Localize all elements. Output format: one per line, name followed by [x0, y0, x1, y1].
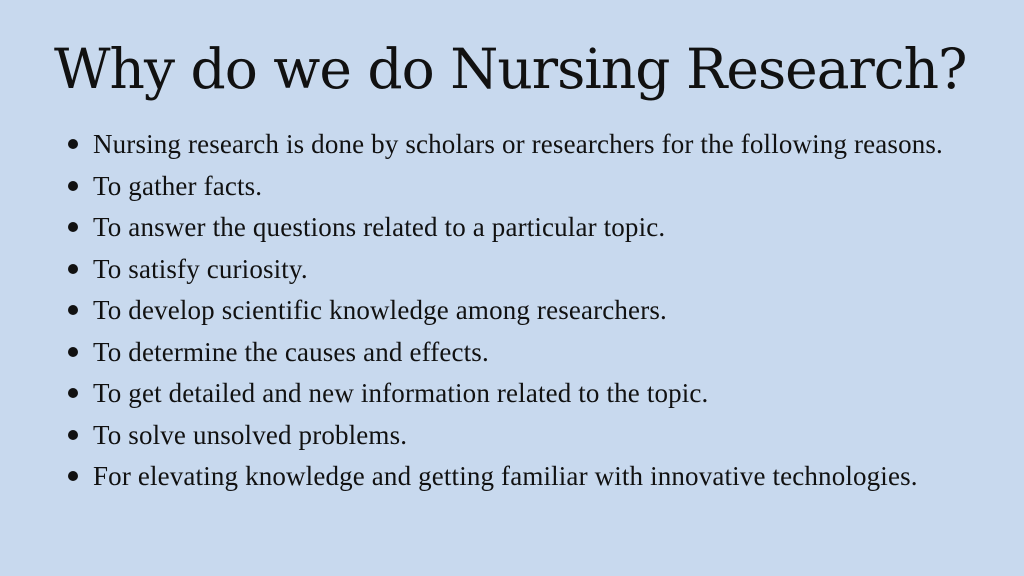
bullet-text: To answer the questions related to a particular topic.	[93, 212, 666, 242]
bullet-icon	[68, 471, 78, 481]
bullet-item-satisfy-curiosity	[66, 249, 1011, 291]
bullet-icon	[68, 347, 78, 357]
bullet-item-new-information	[66, 373, 1011, 415]
bullet-text: To develop scientific knowledge among researchers.	[93, 295, 667, 325]
bullet-text: For elevating knowledge and getting familiar with innovative technologies.	[93, 461, 918, 491]
bullet-item-solve-problems	[66, 415, 1011, 457]
bullet-item-answer-questions	[66, 207, 1011, 249]
bullet-item-develop-knowledge	[66, 290, 1011, 332]
bullet-text: To gather facts.	[93, 170, 263, 201]
bullet-text: To get detailed and new information related to the topic.	[93, 378, 709, 408]
bullet-icon	[68, 264, 78, 274]
bullet-icon	[68, 388, 78, 398]
bullet-icon	[68, 430, 78, 440]
bullet-text: To satisfy curiosity.	[93, 253, 308, 284]
bullet-icon	[68, 305, 78, 315]
bullet-text: Nursing research is done by scholars or researchers for the following reasons.	[93, 129, 943, 159]
bullet-text: To determine the causes and effects.	[93, 336, 489, 367]
bullet-item-elevate-knowledge	[66, 456, 1011, 498]
bullet-icon	[68, 181, 78, 191]
bullet-icon	[68, 139, 78, 149]
bullet-item-reasons	[66, 124, 1011, 166]
bullet-item-causes-effects	[66, 332, 1011, 374]
bullet-icon	[68, 222, 78, 232]
bullet-text: To solve unsolved problems.	[93, 419, 408, 450]
slide-title: Why do we do Nursing Research?	[54, 37, 967, 101]
bullet-list	[66, 124, 1011, 498]
bullet-item-gather-facts	[66, 166, 1011, 208]
